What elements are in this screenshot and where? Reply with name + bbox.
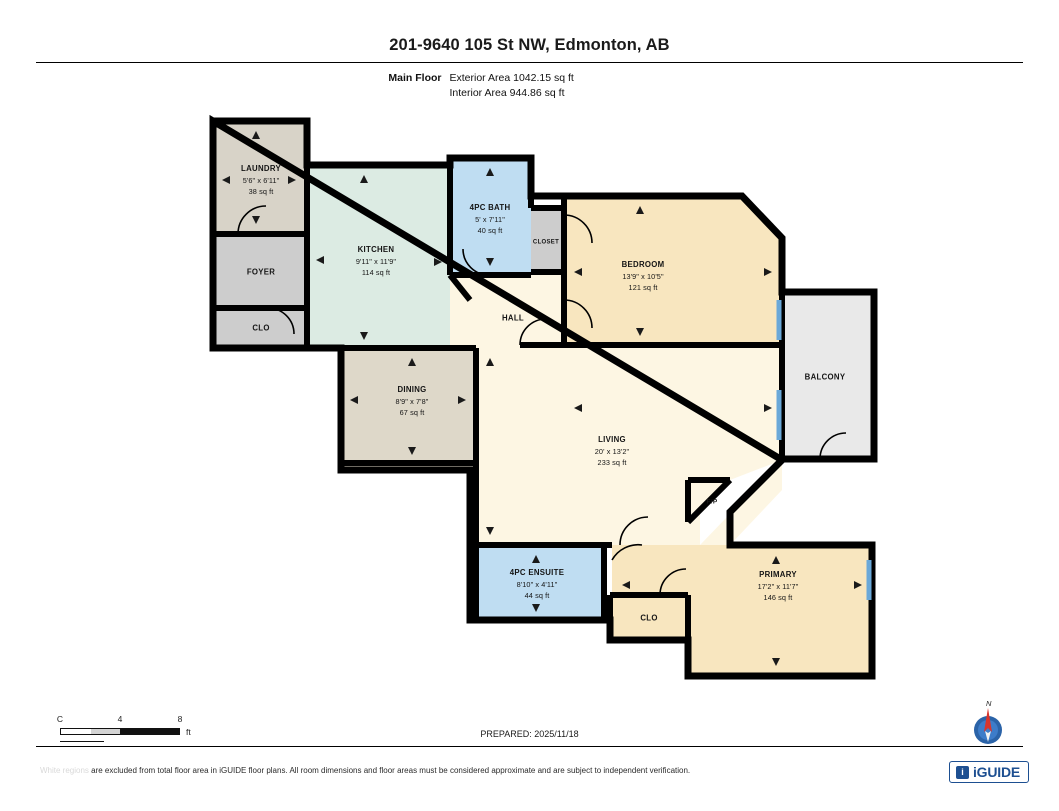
room-label-closet: CLOSET — [532, 239, 560, 246]
compass-icon — [964, 700, 1012, 748]
room-label-dining: DINING 8'9" x 7'8" 67 sq ft — [395, 384, 429, 417]
iguide-logo-text: iGUIDE — [972, 764, 1020, 780]
disclaimer-body: are excluded from total floor area in iGUIDE floor plans. All room dimensions and floor areas must be considered approximate and are subject to independent verification. — [88, 766, 691, 775]
room-label-living: LIVING 20' x 13'2" 233 sq ft — [594, 434, 630, 467]
prepared-date: PREPARED: 2025/11/18 — [480, 729, 579, 739]
compass-north-label: N — [986, 699, 992, 708]
scale-tick-4: 4 — [117, 714, 123, 724]
room-label-laundry: LAUNDRY 5'6" x 6'11" 38 sq ft — [241, 163, 281, 196]
exterior-area: Exterior Area 1042.15 sq ft — [449, 72, 574, 84]
disclaimer-text — [40, 765, 970, 776]
room-label-4pc-bath: 4PC BATH 5' x 7'11" 40 sq ft — [469, 202, 511, 235]
scale-baseline — [60, 741, 104, 742]
room-label-closet-primary: CLO — [640, 613, 658, 623]
iguide-logo[interactable] — [949, 761, 1029, 783]
iguide-mark-icon: i — [956, 766, 969, 779]
room-label-4pc-ensuite: 4PC ENSUITE 8'10" x 4'11" 44 sq ft — [509, 567, 565, 600]
room-label-primary: PRIMARY 17'2" x 11'7" 146 sq ft — [757, 569, 799, 602]
page-title: 201-9640 105 St NW, Edmonton, AB — [389, 36, 670, 54]
interior-area: Interior Area 944.86 sq ft — [449, 87, 565, 99]
disclaimer-ghost-text: White regions — [40, 766, 89, 775]
scale-bar — [52, 714, 212, 748]
room-label-bedroom: BEDROOM 13'9" x 10'5" 121 sq ft — [621, 259, 665, 292]
scale-tick-8: 8 — [177, 714, 183, 724]
floor-label: Main Floor — [388, 72, 442, 84]
scale-unit: ft — [186, 727, 191, 737]
room-label-fireplace: F/P — [706, 498, 718, 506]
room-label-closet-foyer: CLO — [252, 323, 270, 333]
room-label-foyer: FOYER — [246, 267, 276, 277]
footer-divider — [36, 746, 1023, 747]
room-label-hall: HALL — [502, 313, 524, 323]
scale-bar-graphic — [60, 728, 180, 735]
room-label-kitchen: KITCHEN 9'11" x 11'9" 114 sq ft — [355, 244, 397, 277]
room-label-balcony: BALCONY — [804, 372, 846, 382]
scale-tick-0: C — [56, 714, 64, 724]
